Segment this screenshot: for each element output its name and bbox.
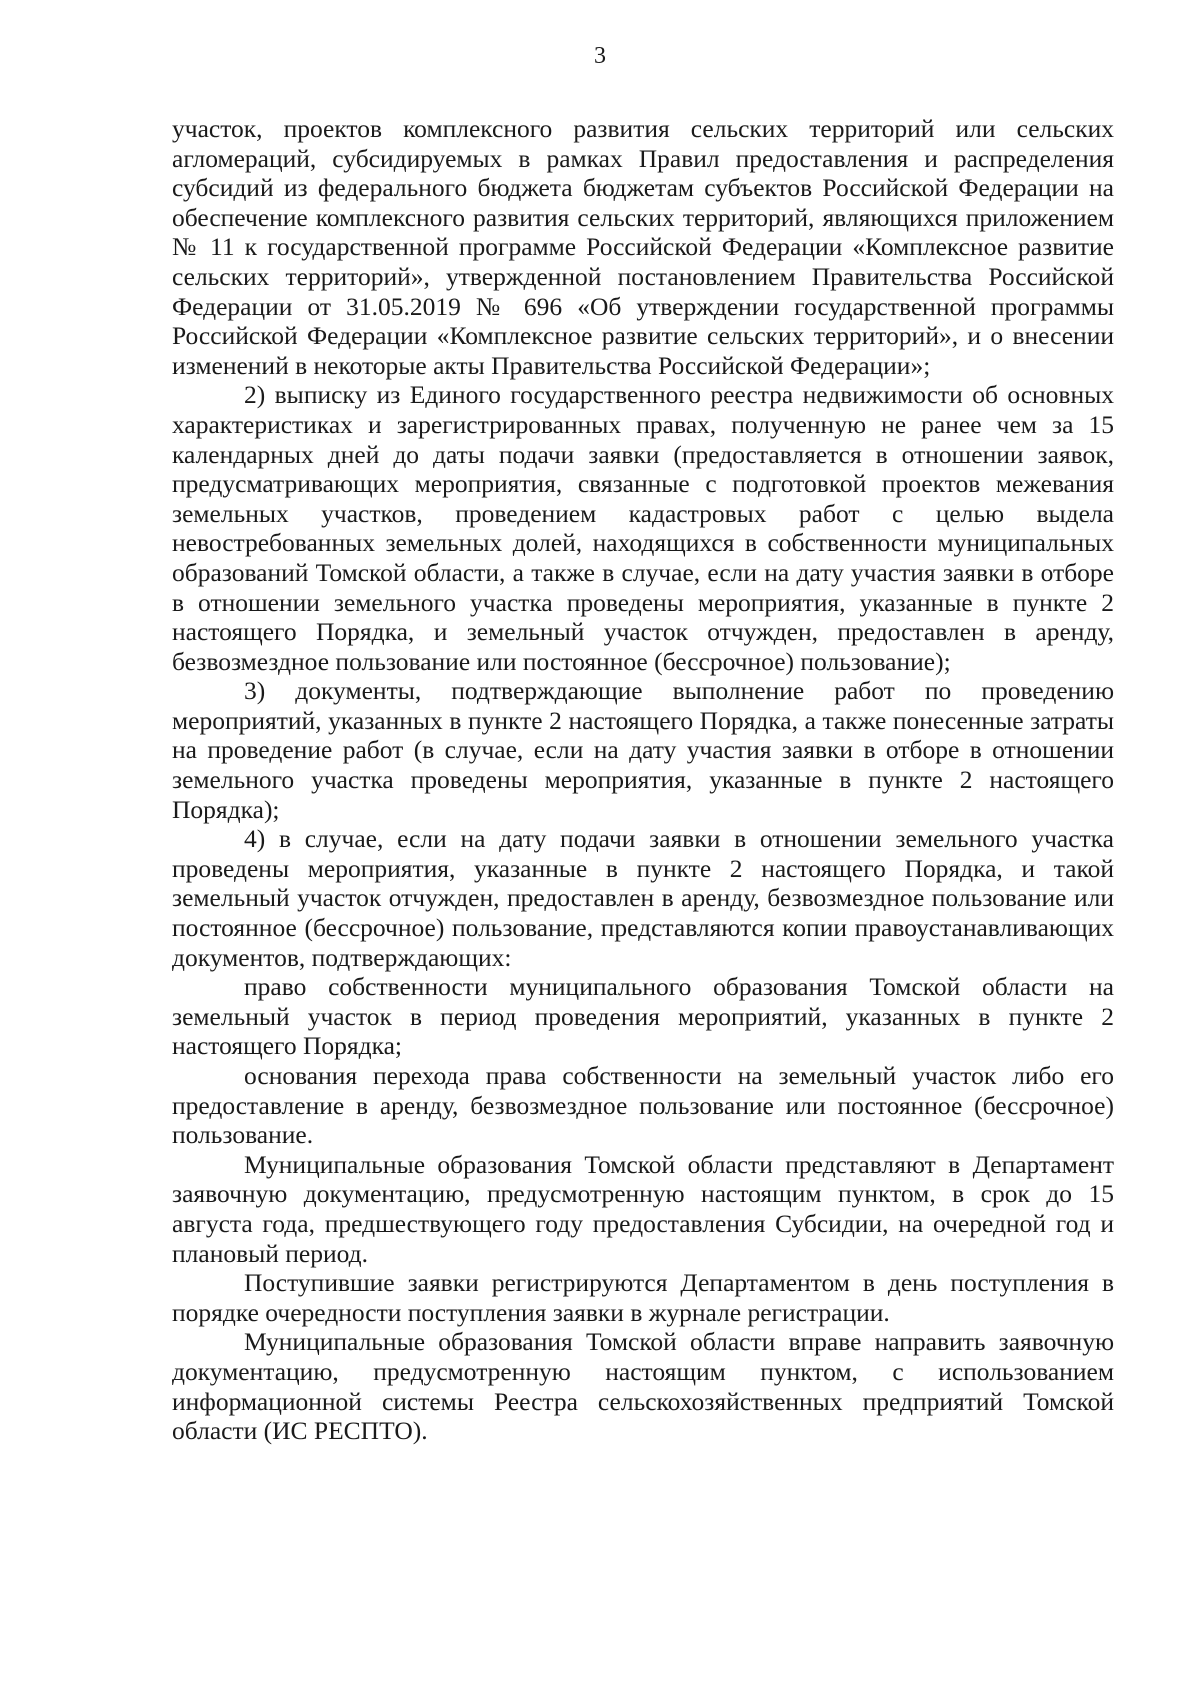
paragraph-transfer-grounds: основания перехода права собственности на земельный участок либо его предоставление в аренду, безвозмездное пользование или постоянное (бессрочное) пользование.	[172, 1061, 1114, 1150]
paragraph-registration: Поступившие заявки регистрируются Департаментом в день поступления в порядке очередности поступления заявки в журнале регистрации.	[172, 1268, 1114, 1327]
paragraph-item-3: 3) документы, подтверждающие выполнение работ по проведению мероприятий, указанных в пункте 2 настоящего Порядка, а также понесенные затраты на проведение работ (в случае, если на дату участия заявки в отборе в отношении земельного участка проведены мероприятия, указанные в пункте 2 настоящего Порядка);	[172, 676, 1114, 824]
document-body	[172, 114, 1114, 1446]
paragraph-item-2: 2) выписку из Единого государственного реестра недвижимости об основных характеристиках и зарегистрированных правах, полученную не ранее чем за 15 календарных дней до даты подачи заявки (предоставляется в отношении заявок, предусматривающих мероприятия, связанные с подготовкой проектов межевания земельных участков, проведением кадастровых работ с целью выдела невостребованных земельных долей, находящихся в собственности муниципальных образований Томской области, а также в случае, если на дату участия заявки в отборе в отношении земельного участка проведены мероприятия, указанные в пункте 2 настоящего Порядка, и земельный участок отчужден, предоставлен в аренду, безвозмездное пользование или постоянное (бессрочное) пользование);	[172, 380, 1114, 676]
paragraph-continuation: участок, проектов комплексного развития сельских территорий или сельских агломераций, субсидируемых в рамках Правил предоставления и распределения субсидий из федерального бюджета бюджетам субъектов Российской Федерации на обеспечение комплексного развития сельских территорий, являющихся приложением № 11 к государственной программе Российской Федерации «Комплексное развитие сельских территорий», утвержденной постановлением Правительства Российской Федерации от 31.05.2019 № 696 «Об утверждении государственной программы Российской Федерации «Комплексное развитие сельских территорий», и о внесении изменений в некоторые акты Правительства Российской Федерации»;	[172, 114, 1114, 380]
paragraph-submission-deadline: Муниципальные образования Томской области представляют в Департамент заявочную документацию, предусмотренную настоящим пунктом, в срок до 15 августа года, предшествующего году предоставления Субсидии, на очередной год и плановый период.	[172, 1149, 1114, 1268]
paragraph-ownership-right: право собственности муниципального образования Томской области на земельный участок в период проведения мероприятий, указанных в пункте 2 настоящего Порядка;	[172, 972, 1114, 1061]
page-number: 3	[594, 43, 606, 69]
paragraph-ic-respto: Муниципальные образования Томской области вправе направить заявочную документацию, предусмотренную настоящим пунктом, с использованием информационной системы Реестра сельскохозяйственных предприятий Томской области (ИС РЕСПТО).	[172, 1327, 1114, 1446]
paragraph-item-4: 4) в случае, если на дату подачи заявки в отношении земельного участка проведены мероприятия, указанные в пункте 2 настоящего Порядка, и такой земельный участок отчужден, предоставлен в аренду, безвозмездное пользование или постоянное (бессрочное) пользование, представляются копии правоустанавливающих документов, подтверждающих:	[172, 824, 1114, 972]
